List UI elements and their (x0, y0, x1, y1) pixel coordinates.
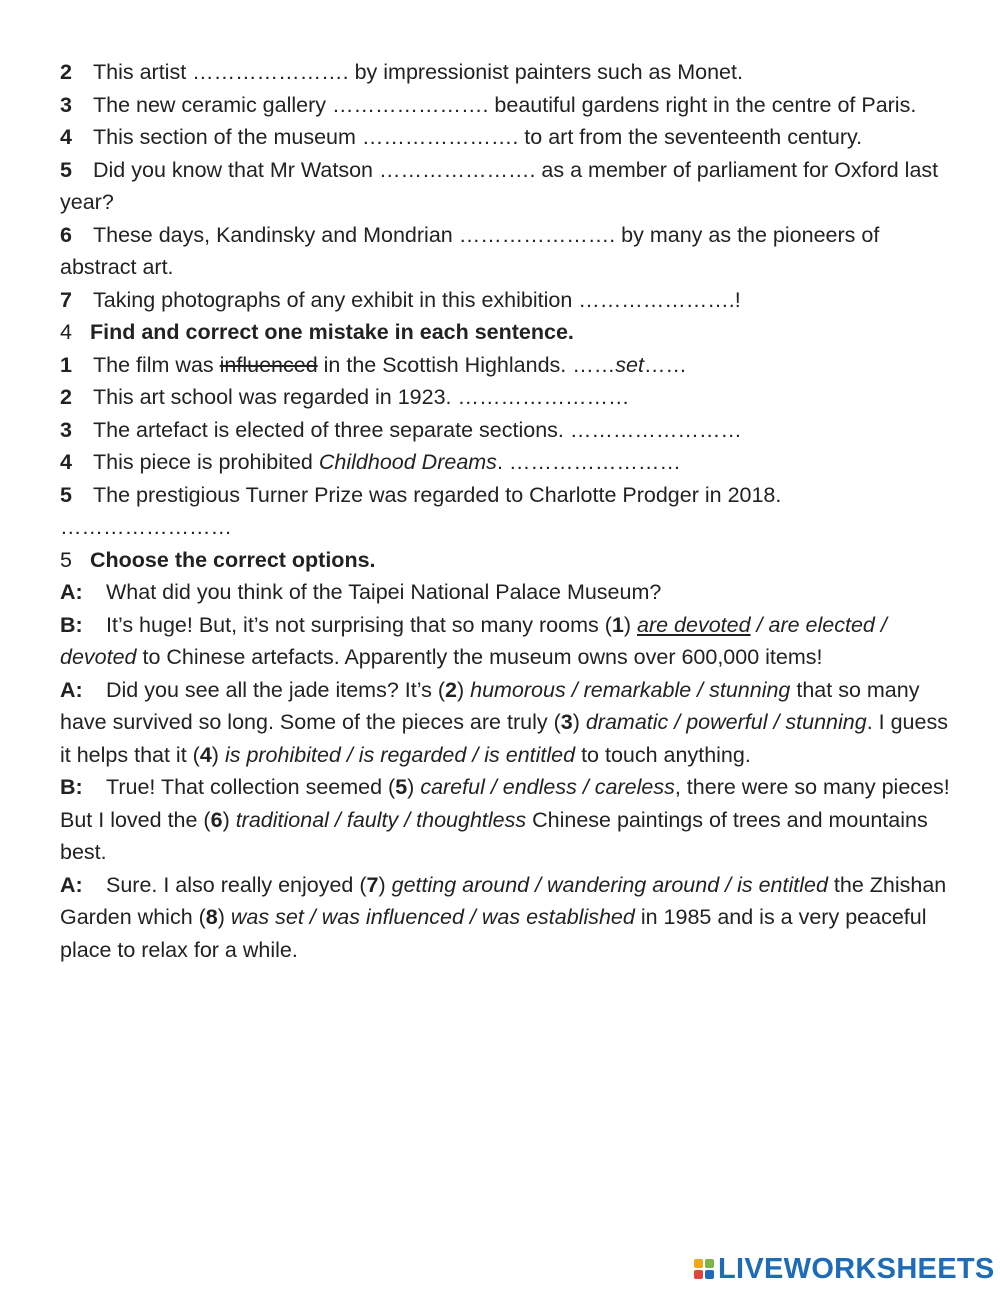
dialogue-text: Did you see all the jade items? It’s ( (106, 677, 445, 702)
sentence-number: 5 (60, 157, 72, 182)
option-choices[interactable]: / are elected / devoted (60, 612, 887, 669)
dialogue-text: Chinese paintings of trees and mountains best. (60, 807, 928, 864)
speaker-label: B: (60, 612, 83, 637)
sentence-text: Did you know that Mr Watson …………………. as a member of parliament for Oxford last year? (60, 157, 939, 214)
dialogue-text: Sure. I also really enjoyed ( (106, 872, 367, 897)
speaker-label: A: (60, 580, 83, 604)
dialogue-text: the Zhishan Garden which ( (60, 872, 947, 929)
gap-number: 6 (210, 807, 223, 832)
sentence-4 (60, 121, 950, 154)
dialogue-text: ) (456, 677, 471, 702)
section-5-heading (60, 544, 950, 577)
italic-title: Childhood Dreams (318, 450, 497, 474)
speaker-label: B: (60, 775, 83, 799)
dialogue-text: ) (217, 905, 231, 929)
liveworksheets-logo-icon (694, 1259, 714, 1279)
answer-blank[interactable]: set (615, 352, 644, 377)
dialogue-text: What did you think of the Taipei National Palace Museum? (106, 580, 662, 604)
item-text: This art school was regarded in 1923. …………………… (93, 385, 630, 409)
gap-number: 5 (395, 775, 408, 799)
dialogue-text: True! That collection seemed ( (106, 775, 396, 799)
struck-word: influenced (219, 352, 318, 377)
section-title: Choose the correct options. (90, 547, 376, 572)
item-text: The artefact is elected of three separate sections. …………………… (93, 417, 742, 442)
dialogue-text: ) (378, 872, 392, 897)
dialogue-text: ) (572, 710, 586, 734)
option-choices[interactable]: dramatic / powerful / stunning (585, 710, 867, 734)
sentence-2 (60, 56, 950, 89)
dialogue-text: , there were so many pieces! But I loved the ( (60, 775, 950, 832)
mistake-item-3 (60, 414, 950, 447)
item-text: The film was (93, 352, 220, 377)
item-text: The prestigious Turner Prize was regarded to Charlotte Prodger in 2018. …………………… (60, 482, 782, 539)
sentence-text: This section of the museum …………………. to art from the seventeenth century. (93, 125, 863, 149)
option-choices[interactable]: traditional / faulty / thoughtless (235, 807, 527, 832)
mistake-item-4 (60, 446, 950, 479)
liveworksheets-logo (694, 1253, 995, 1285)
sentence-5 (60, 154, 950, 219)
gap-number: 2 (445, 677, 457, 702)
speaker-label: A: (60, 677, 83, 702)
dialogue-text: that so many have survived so long. Some of the pieces are truly ( (60, 677, 920, 734)
option-choices[interactable]: is prohibited / is regarded / is entitled (224, 742, 576, 767)
sentence-number: 6 (60, 222, 72, 247)
sentence-3 (60, 89, 950, 122)
gap-number: 1 (611, 612, 624, 637)
dialogue-line-1 (60, 576, 950, 609)
item-number: 4 (60, 450, 72, 474)
section-number: 5 (60, 547, 72, 572)
mistake-item-2 (60, 381, 950, 414)
mistake-item-5 (60, 479, 950, 544)
section-4-heading (60, 316, 950, 349)
dialogue-line-2 (60, 609, 950, 674)
dialogue-text: ) (222, 807, 236, 832)
dialogue-text: to Chinese artefacts. Apparently the museum owns over 600,000 items! (136, 645, 823, 669)
worksheet-page (60, 56, 950, 966)
speaker-label: A: (60, 872, 83, 897)
item-number: 5 (60, 482, 72, 507)
option-choices[interactable]: was set / was influenced / was established (230, 905, 635, 929)
dialogue-text: It’s huge! But, it’s not surprising that so many rooms ( (106, 612, 612, 637)
sentence-number: 3 (60, 92, 72, 117)
sentence-6 (60, 219, 950, 284)
sentence-number: 2 (60, 60, 72, 84)
item-text: This piece is prohibited (93, 450, 319, 474)
sentence-text: Taking photographs of any exhibit in this exhibition ………………….! (93, 287, 741, 312)
item-number: 3 (60, 417, 72, 442)
option-choices[interactable]: careful / endless / careless (420, 775, 675, 799)
item-text: …… (643, 352, 687, 377)
sentence-text: The new ceramic gallery …………………. beautiful gardens right in the centre of Paris. (93, 92, 917, 117)
dialogue-line-5 (60, 869, 950, 967)
dialogue-text: ) (211, 742, 225, 767)
dialogue-text: ) (623, 612, 637, 637)
gap-number: 4 (199, 742, 212, 767)
mistake-item-1 (60, 349, 950, 382)
sentence-text: This artist …………………. by impressionist painters such as Monet. (93, 60, 743, 84)
dialogue-line-3 (60, 674, 950, 772)
dialogue-text: to touch anything. (575, 742, 751, 767)
item-number: 1 (60, 352, 72, 377)
gap-number: 3 (560, 710, 573, 734)
sentence-number: 7 (60, 287, 72, 312)
option-choices[interactable]: humorous / remarkable / stunning (470, 677, 791, 702)
sentence-7 (60, 284, 950, 317)
item-text: . …………………… (496, 450, 681, 474)
sentence-number: 4 (60, 125, 72, 149)
dialogue-text: in 1985 and is a very peaceful place to relax for a while. (60, 905, 927, 962)
section-title: Find and correct one mistake in each sentence. (90, 320, 574, 344)
selected-option[interactable]: are devoted (637, 612, 751, 637)
option-choices[interactable]: getting around / wandering around / is entitled (391, 872, 828, 897)
dialogue-line-4 (60, 771, 950, 869)
gap-number: 7 (366, 872, 379, 897)
item-text: in the Scottish Highlands. …… (317, 352, 616, 377)
gap-number: 8 (205, 905, 218, 929)
dialogue-text: ) (407, 775, 421, 799)
dialogue-text: . I guess it helps that it ( (60, 710, 948, 767)
logo-text: LIVEWORKSHEETS (718, 1252, 995, 1285)
sentence-text: These days, Kandinsky and Mondrian …………………. by many as the pioneers of abstract art. (60, 222, 880, 279)
item-number: 2 (60, 385, 72, 409)
section-number: 4 (60, 320, 72, 344)
